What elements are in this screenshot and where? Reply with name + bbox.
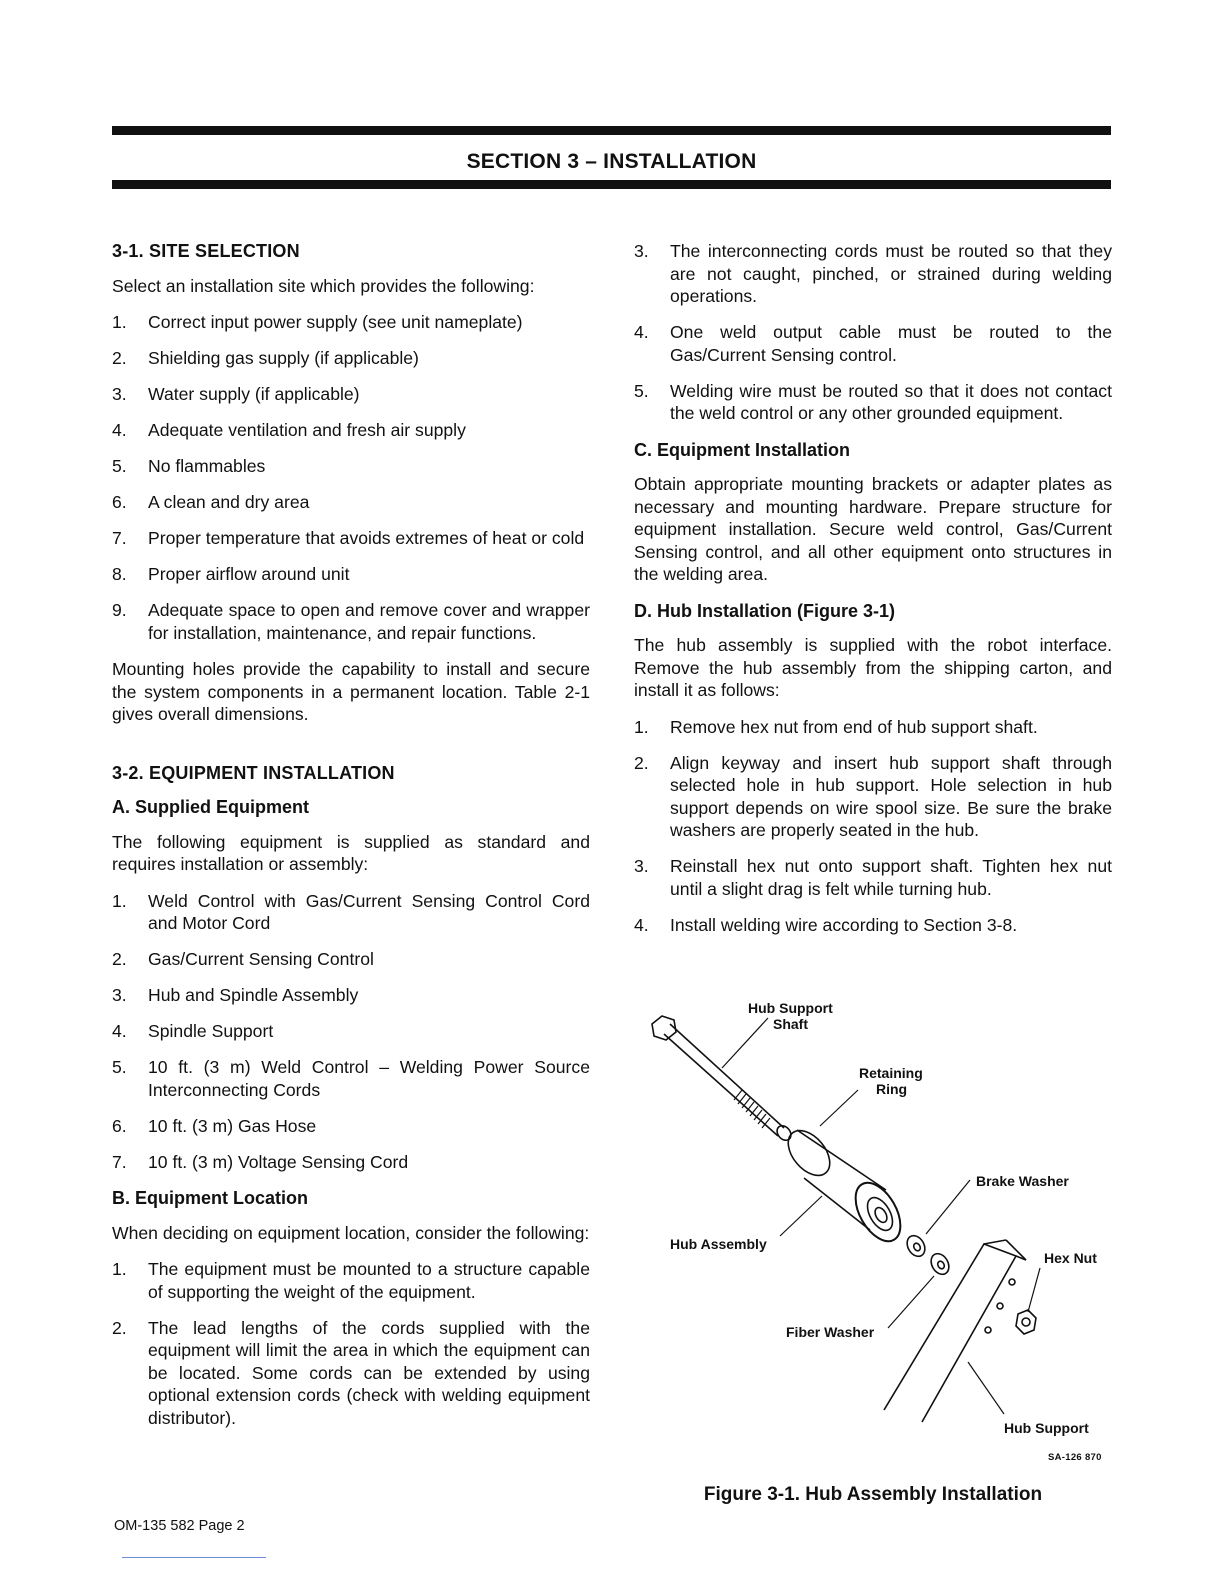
list-item: 5. Welding wire must be routed so that it does not contact the weld control or any other grounded equipment. (634, 380, 1112, 423)
left-column (112, 240, 590, 1443)
hub-assembly-figure (634, 990, 1112, 1470)
site-selection-list (112, 311, 590, 644)
header-rule-bottom (112, 180, 1111, 189)
list-item: 3. Water supply (if applicable) (112, 384, 360, 404)
equipment-location-list-a (112, 1258, 590, 1429)
list-item: 3. Reinstall hex nut onto support shaft. Tighten hex nut until a slight drag is felt while turning hub. (634, 856, 1112, 899)
equipment-installation-text: Obtain appropriate mounting brackets or adapter plates as necessary and mounting hardware. Prepare structure for equipment installation. Secure weld control, Gas/Current Sensing control, and all other equipment onto structures in the welding area. (634, 474, 1112, 584)
list-item: 8. Proper airflow around unit (112, 564, 350, 584)
label-hub-support: Hub Support (1004, 1420, 1089, 1436)
list-item: 2. Shielding gas supply (if applicable) (112, 348, 419, 368)
list-item: 3. The interconnecting cords must be routed so that they are not caught, pinched, or strained during welding operations. (634, 241, 1112, 306)
label-retaining-ring: Retaining Ring (859, 1065, 923, 1097)
equipment-location-intro: When deciding on equipment location, consider the following: (112, 1222, 590, 1243)
header-rule-top (112, 126, 1111, 135)
list-item: 6. 10 ft. (3 m) Gas Hose (112, 1115, 317, 1136)
list-item: 1. Weld Control with Gas/Current Sensing Control Cord and Motor Cord (112, 890, 590, 933)
supplied-equipment-intro: The following equipment is supplied as standard and requires installation or assembly: (112, 831, 590, 874)
list-item: 3. Hub and Spindle Assembly (112, 985, 359, 1005)
list-item: 1. Correct input power supply (see unit nameplate) (112, 312, 523, 332)
label-brake-washer: Brake Washer (976, 1173, 1069, 1189)
page-footer: OM-135 582 Page 2 (114, 1518, 245, 1534)
list-item: 1. Remove hex nut from end of hub support shaft. (634, 716, 1038, 737)
equipment-installation-subheading: C. Equipment Installation (634, 439, 851, 460)
list-item: 4. One weld output cable must be routed to the Gas/Current Sensing control. (634, 322, 1112, 365)
right-column (634, 240, 1112, 950)
list-item: 4. Spindle Support (112, 1021, 274, 1041)
equipment-location-heading: B. Equipment Location (112, 1188, 308, 1208)
list-item: 5. No flammables (112, 456, 266, 476)
list-item: 4. Adequate ventilation and fresh air supply (112, 420, 466, 440)
list-item: 2. Gas/Current Sensing Control (112, 949, 374, 969)
label-hex-nut: Hex Nut (1044, 1250, 1097, 1266)
hub-assembly-illustration (634, 990, 1112, 1470)
label-hub-support-shaft: Hub Support Shaft (748, 1000, 833, 1032)
supplied-equipment-list (112, 890, 590, 1174)
label-fiber-washer: Fiber Washer (786, 1324, 875, 1340)
list-item: 9. Adequate space to open and remove cover and wrapper for installation, maintenance, and repair functions. (112, 600, 590, 643)
equipment-location-list-b (634, 240, 1112, 425)
list-item: 2. The lead lengths of the cords supplied with the equipment will limit the area in which the equipment can be located. Some cords can be extended by using optional extension cords (check with welding equipment distributor). (112, 1317, 590, 1428)
label-hub-assembly: Hub Assembly (670, 1236, 767, 1252)
list-item: 2. Align keyway and insert hub support shaft through selected hole in hub support. Hole selection in hub support depends on wire spool size. Be sure the brake washers are properly seated in the hub. (634, 752, 1112, 840)
supplied-equipment-heading: A. Supplied Equipment (112, 797, 309, 817)
site-selection-intro: Select an installation site which provides the following: (112, 275, 535, 296)
list-item: 4. Install welding wire according to Section 3-8. (634, 914, 1018, 935)
figure-id: SA-126 870 (1048, 1452, 1102, 1463)
section-title: SECTION 3 – INSTALLATION (466, 150, 757, 173)
list-item: 1. The equipment must be mounted to a structure capable of supporting the weight of the equipment. (112, 1259, 590, 1302)
list-item: 5. 10 ft. (3 m) Weld Control – Welding Power Source Interconnecting Cords (112, 1057, 590, 1100)
hub-installation-list (634, 716, 1112, 937)
bottom-line (122, 1557, 266, 1558)
list-item: 7. 10 ft. (3 m) Voltage Sensing Cord (112, 1151, 409, 1172)
site-selection-heading: 3-1. SITE SELECTION (112, 241, 300, 261)
list-item: 7. Proper temperature that avoids extremes of heat or cold (112, 528, 585, 548)
hub-installation-intro: The hub assembly is supplied with the robot interface. Remove the hub assembly from the shipping carton, and install it as follows: (634, 635, 1112, 700)
hub-installation-heading: D. Hub Installation (Figure 3-1) (634, 600, 896, 621)
mounting-note: Mounting holes provide the capability to install and secure the system components in a permanent location. Table 2-1 gives overall dimensions. (112, 659, 590, 724)
shaft-head (652, 1016, 676, 1040)
figure-caption: Figure 3-1. Hub Assembly Installation (703, 1484, 1043, 1505)
equipment-installation-heading: 3-2. EQUIPMENT INSTALLATION (112, 762, 395, 783)
list-item: 6. A clean and dry area (112, 492, 310, 512)
